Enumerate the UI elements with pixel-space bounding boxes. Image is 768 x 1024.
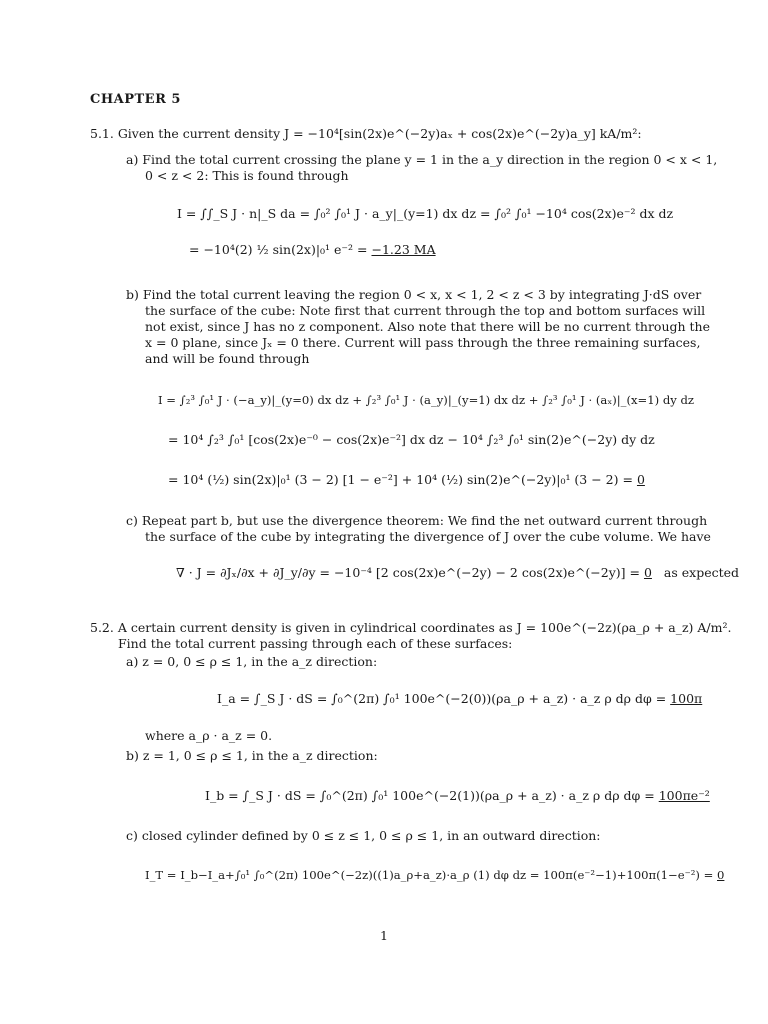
p52-part-a-text: a) z = 0, 0 ≤ ρ ≤ 1, in the a_z direction: [126, 654, 378, 669]
p52-part-c-result: 0 [717, 868, 725, 882]
p52-part-b-result: 100πe⁻² [658, 788, 710, 803]
part-c-equation-body: ∇ · J = ∂Jₓ/∂x + ∂J_y/∂y = −10⁻⁴ [2 cos(2x)e^(−2y) − 2 cos(2x)e^(−2y)] = [176, 565, 640, 580]
page-number: 1 [380, 928, 388, 943]
part-b-text-line-3: not exist, since J has no z component. Also note that there will be no current through the [145, 319, 711, 334]
part-c-suffix: as expected [663, 565, 740, 580]
part-b-equation-2: = 10⁴ ∫₂³ ∫₀¹ [cos(2x)e⁻⁰ − cos(2x)e⁻²] dx dz − 10⁴ ∫₂³ ∫₀¹ sin(2)e^(−2y) dy dz [168, 432, 655, 447]
part-a-text-line-1: a) Find the total current crossing the plane y = 1 in the a_y direction in the region 0 < x < 1, [126, 152, 718, 167]
p52-part-b-text: b) z = 1, 0 ≤ ρ ≤ 1, in the a_z direction: [126, 748, 378, 763]
p52-part-a-equation-body: I_a = ∫_S J · dS = ∫₀^(2π) ∫₀¹ 100e^(−2(0))(ρa_ρ + a_z) · a_z ρ dρ dφ = [217, 691, 667, 706]
p52-part-b-equation [205, 788, 710, 804]
part-b-text-line-4: x = 0 plane, since Jₓ = 0 there. Current will pass through the three remaining surfaces, [145, 335, 701, 350]
p52-part-a-note: where a_ρ · a_z = 0. [145, 728, 273, 743]
problem-5-1-intro: 5.1. Given the current density J = −10⁴[sin(2x)e^(−2y)aₓ + cos(2x)e^(−2y)a_y] kA/m²: [90, 126, 642, 141]
problem-5-2-intro-line-1: 5.2. A certain current density is given in cylindrical coordinates as J = 100e^(−2z)(ρa_ρ + a_z) A/m². [90, 620, 732, 635]
part-b-text-line-5: and will be found through [145, 351, 310, 366]
part-c-equation [176, 565, 739, 581]
part-a-equation-2 [189, 242, 436, 258]
p52-part-a-result: 100π [670, 691, 703, 706]
part-b-text-line-2: the surface of the cube: Note first that current through the top and bottom surfaces will [145, 303, 706, 318]
part-a-equation-1: I = ∫∫_S J · n|_S da = ∫₀² ∫₀¹ J · a_y|_(y=1) dx dz = ∫₀² ∫₀¹ −10⁴ cos(2x)e⁻² dx dz [177, 206, 674, 221]
p52-part-c-equation-body: I_T = I_b−I_a+∫₀¹ ∫₀^(2π) 100e^(−2z)((1)a_ρ+a_z)·a_ρ (1) dφ dz = 100π(e⁻²−1)+100π(1−e⁻²) = [145, 868, 714, 882]
part-b-text-line-1: b) Find the total current leaving the region 0 < x, x < 1, 2 < z < 3 by integrating J·dS over [126, 287, 702, 302]
part-a-result: −1.23 MA [371, 242, 436, 257]
p52-part-a-equation [217, 691, 702, 707]
p52-part-c-equation [145, 867, 724, 883]
p52-part-b-equation-body: I_b = ∫_S J · dS = ∫₀^(2π) ∫₀¹ 100e^(−2(1))(ρa_ρ + a_z) · a_z ρ dρ dφ = [205, 788, 655, 803]
part-c-text-line-2: the surface of the cube by integrating the divergence of J over the cube volume. We have [145, 529, 711, 544]
part-b-equation-3-body: = 10⁴ (½) sin(2x)|₀¹ (3 − 2) [1 − e⁻²] + 10⁴ (½) sin(2)e^(−2y)|₀¹ (3 − 2) = [168, 472, 633, 487]
part-b-equation-3 [168, 472, 645, 488]
chapter-heading: CHAPTER 5 [90, 92, 181, 107]
part-b-equation-1: I = ∫₂³ ∫₀¹ J · (−a_y)|_(y=0) dx dz + ∫₂³ ∫₀¹ J · (a_y)|_(y=1) dx dz + ∫₂³ ∫₀¹ J · (aₓ)|_(x=1) dy dz [158, 393, 695, 407]
part-b-result: 0 [636, 472, 645, 487]
problem-5-2-intro-line-2: Find the total current passing through each of these surfaces: [118, 636, 513, 651]
p52-part-c-text: c) closed cylinder defined by 0 ≤ z ≤ 1, 0 ≤ ρ ≤ 1, in an outward direction: [126, 828, 601, 843]
part-c-result: 0 [643, 565, 652, 580]
part-c-text-line-1: c) Repeat part b, but use the divergence theorem: We find the net outward current through [126, 513, 708, 528]
part-a-equation-2-body: = −10⁴(2) ½ sin(2x)|₀¹ e⁻² = [189, 242, 368, 257]
part-a-text-line-2: 0 < z < 2: This is found through [145, 168, 349, 183]
